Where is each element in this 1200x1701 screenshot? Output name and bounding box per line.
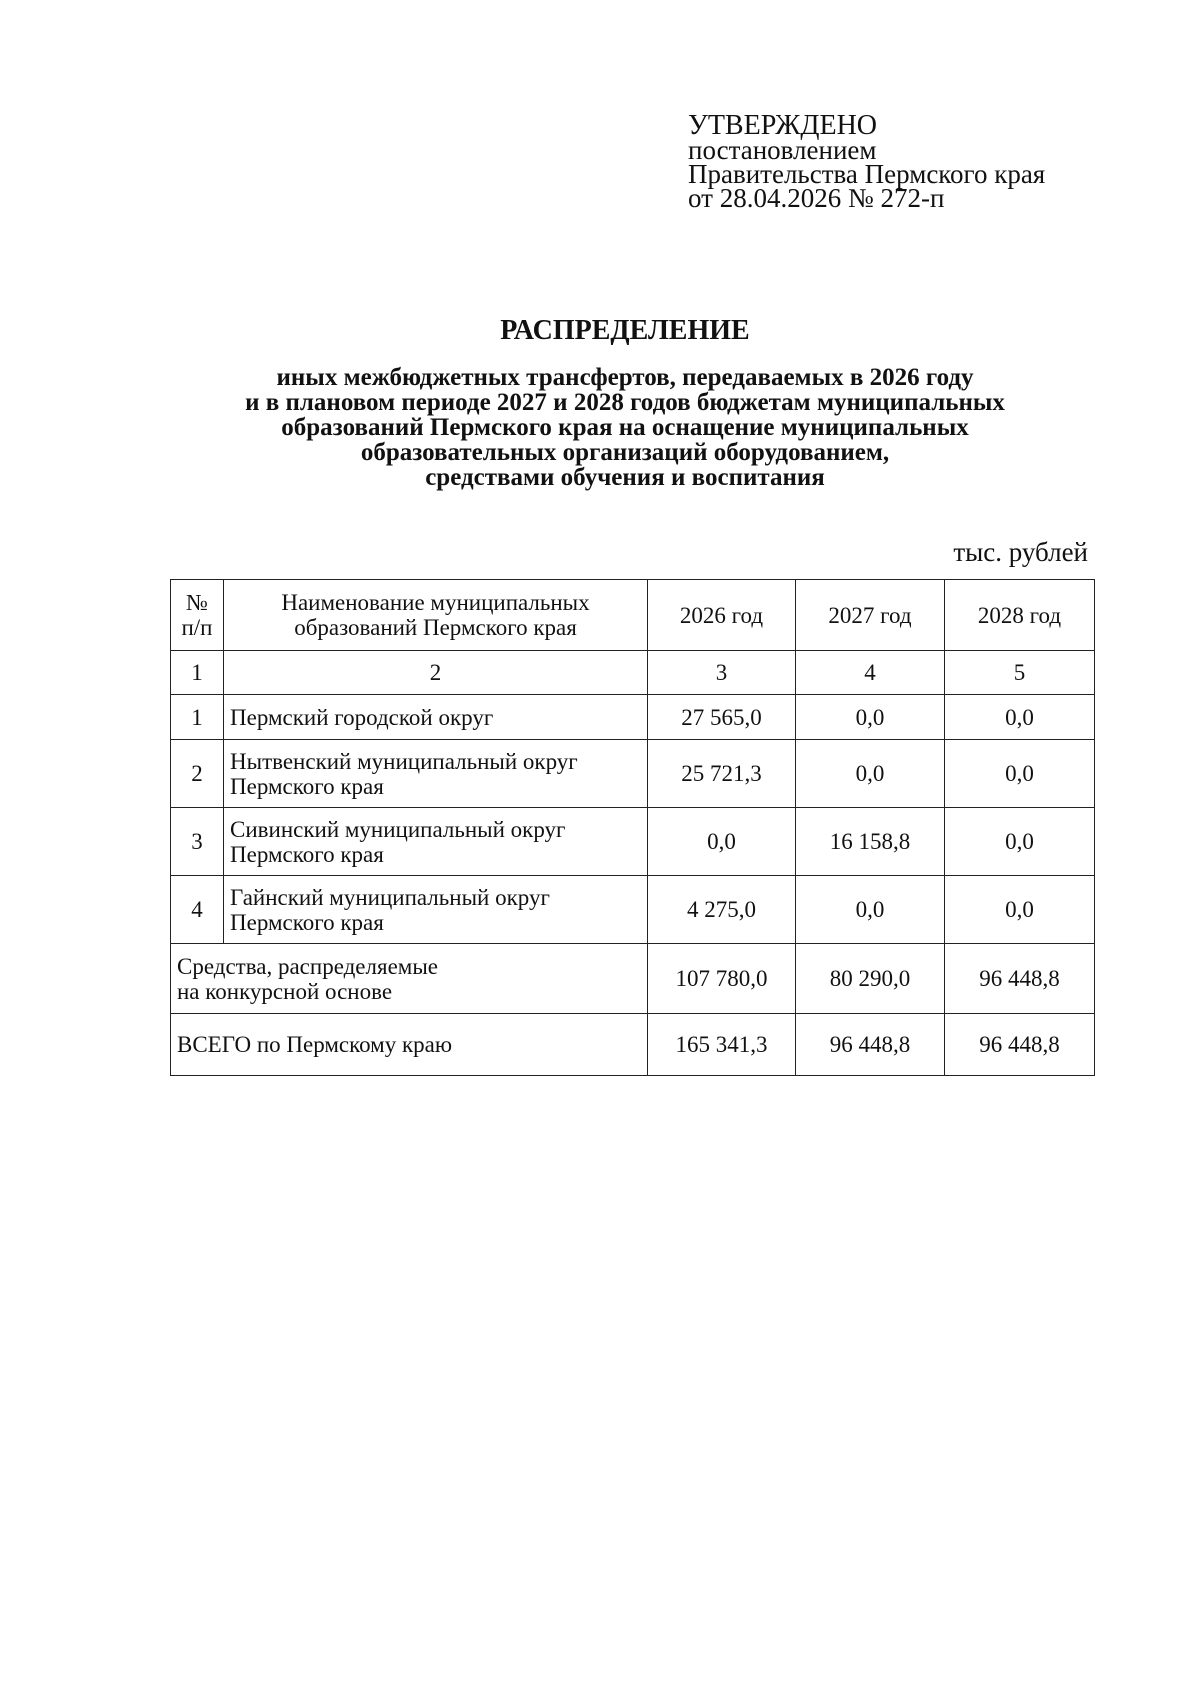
column-index-row <box>171 651 1095 695</box>
row-value-2026: 27 565,0 <box>648 695 796 740</box>
column-index-3: 3 <box>648 651 796 695</box>
header-2027: 2027 год <box>796 580 945 651</box>
row-value-2027: 0,0 <box>796 740 945 808</box>
total-label: ВСЕГО по Пермскому краю <box>171 1014 648 1076</box>
approval-stamp <box>688 110 1158 213</box>
units-label: тыс. рублей <box>953 537 1088 567</box>
row-name-line-2: Пермского края <box>230 909 384 935</box>
row-name-line-2: Пермского края <box>230 773 384 799</box>
row-name-line-2: Пермского края <box>230 841 384 867</box>
total-value-2027: 96 448,8 <box>796 1014 945 1076</box>
header-2026: 2026 год <box>648 580 796 651</box>
row-name-line-1: Сивинский муниципальный округ <box>230 816 566 842</box>
document-title-block <box>120 313 1130 490</box>
row-value-2026: 0,0 <box>648 808 796 876</box>
row-value-2026: 4 275,0 <box>648 876 796 944</box>
row-name <box>224 740 648 808</box>
row-value-2027: 0,0 <box>796 695 945 740</box>
table-header-row <box>171 580 1095 651</box>
distribution-table <box>170 579 1095 1076</box>
competitive-funds-label <box>171 944 648 1014</box>
approval-line-3: от 28.04.2026 № 272-п <box>688 183 945 213</box>
header-number <box>171 580 224 651</box>
row-value-2027: 16 158,8 <box>796 808 945 876</box>
row-number: 2 <box>171 740 224 808</box>
header-number-line-2: п/п <box>181 615 213 640</box>
row-name-line-1: Нытвенский муниципальный округ <box>230 748 578 774</box>
row-value-2028: 0,0 <box>945 808 1095 876</box>
row-value-2028: 0,0 <box>945 876 1095 944</box>
document-subtitle-line-2: и в плановом периоде 2027 и 2028 годов бюджетам муниципальных <box>245 389 1005 416</box>
total-value-2028: 96 448,8 <box>945 1014 1095 1076</box>
row-name <box>224 808 648 876</box>
competitive-funds-row <box>171 944 1095 1014</box>
column-index-4: 4 <box>796 651 945 695</box>
row-number: 3 <box>171 808 224 876</box>
approval-title: УТВЕРЖДЕНО <box>688 110 878 141</box>
row-value-2028: 0,0 <box>945 695 1095 740</box>
competitive-funds-label-line-2: на конкурсной основе <box>177 978 393 1004</box>
competitive-funds-label-line-1: Средства, распределяемые <box>177 953 438 979</box>
document-subtitle-line-3: образований Пермского края на оснащение муниципальных <box>281 414 969 441</box>
column-index-1: 1 <box>171 651 224 695</box>
competitive-value-2027: 80 290,0 <box>796 944 945 1014</box>
total-row <box>171 1014 1095 1076</box>
header-name-line-1: Наименование муниципальных <box>281 590 590 615</box>
document-subtitle-line-5: средствами обучения и воспитания <box>425 464 825 491</box>
header-name-line-2: образований Пермского края <box>294 615 577 640</box>
table-row <box>171 695 1095 740</box>
competitive-value-2028: 96 448,8 <box>945 944 1095 1014</box>
competitive-value-2026: 107 780,0 <box>648 944 796 1014</box>
document-title: РАСПРЕДЕЛЕНИЕ <box>500 315 750 346</box>
row-value-2026: 25 721,3 <box>648 740 796 808</box>
row-value-2028: 0,0 <box>945 740 1095 808</box>
table-row <box>171 740 1095 808</box>
column-index-2: 2 <box>224 651 648 695</box>
approval-line-1: постановлением <box>688 135 877 165</box>
row-value-2027: 0,0 <box>796 876 945 944</box>
row-name <box>224 695 648 740</box>
row-name-line-1: Гайнский муниципальный округ <box>230 884 550 910</box>
table-row <box>171 808 1095 876</box>
header-name <box>224 580 648 651</box>
row-name <box>224 876 648 944</box>
approval-line-2: Правительства Пермского края <box>688 159 1046 189</box>
total-value-2026: 165 341,3 <box>648 1014 796 1076</box>
table-row <box>171 876 1095 944</box>
row-name-line-1: Пермский городской округ <box>230 704 494 730</box>
header-2028: 2028 год <box>945 580 1095 651</box>
column-index-5: 5 <box>945 651 1095 695</box>
document-subtitle-line-4: образовательных организаций оборудованием, <box>360 439 890 466</box>
document-subtitle-line-1: иных межбюджетных трансфертов, передаваемых в 2026 году <box>276 364 974 391</box>
header-number-line-1: № <box>186 590 208 615</box>
row-number: 1 <box>171 695 224 740</box>
row-number: 4 <box>171 876 224 944</box>
